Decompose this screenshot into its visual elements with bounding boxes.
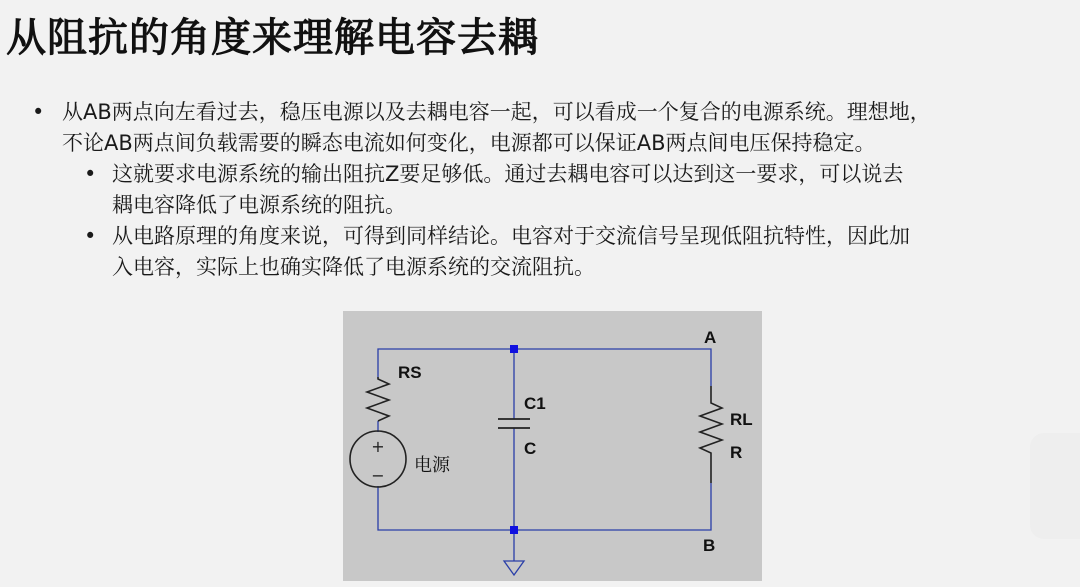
junction-node-top [510,345,518,353]
label-rs: RS [398,363,422,382]
label-c: C [524,439,537,458]
bullet-text-line: 入电容，实际上也确实降低了电源系统的交流阻抗。 [112,255,595,279]
bullet-text-line: 耦电容降低了电源系统的阻抗。 [112,193,406,217]
bullet-text-line: 不论AB两点间负载需要的瞬态电流如何变化，电源都可以保证AB两点间电压保持稳定。 [62,131,876,155]
schematic-background [343,311,762,581]
sub-bullet-impedance [32,159,1080,221]
player-side-widget[interactable] [1030,433,1080,539]
label-power-source: 电源 [414,455,450,476]
label-rl: RL [730,410,753,429]
circuit-schematic [343,311,762,581]
label-b: B [703,536,716,555]
plus-sign: + [371,437,385,456]
label-a: A [704,328,717,347]
label-c1: C1 [524,394,546,413]
junction-node-bottom [510,526,518,534]
slide-content [32,97,1080,283]
bullet-main [32,97,1080,159]
bullet-text-line: • 这就要求电源系统的输出阻抗Z要足够低。通过去耦电容可以达到这一要求，可以说去 [112,162,904,186]
sub-bullet-circuit-theory [32,221,1080,283]
bullet-text-line: • 从AB两点向左看过去，稳压电源以及去耦电容一起，可以看成一个复合的电源系统。理想地， [62,100,931,124]
label-r: R [730,443,743,462]
bullet-text-line: • 从电路原理的角度来说，可得到同样结论。电容对于交流信号呈现低阻抗特性，因此加 [112,224,910,248]
minus-sign: − [371,466,385,485]
slide-title: 从阻抗的角度来理解电容去耦 [6,15,539,61]
